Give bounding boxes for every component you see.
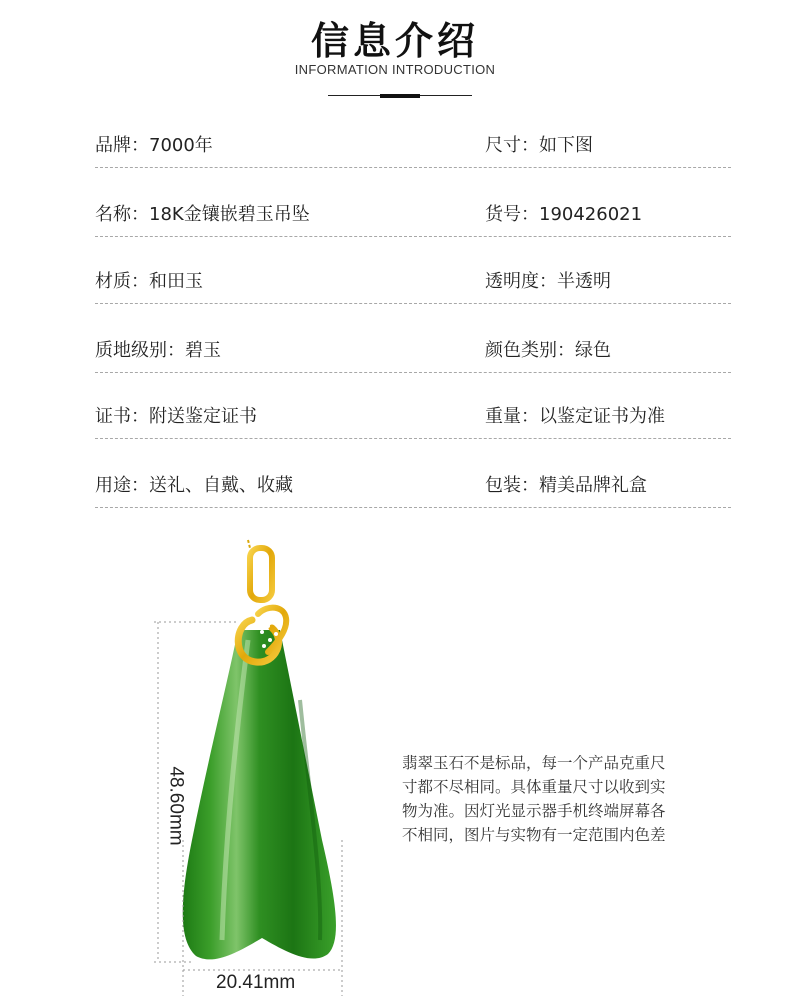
info-packaging: 包装：精美品牌礼盒 <box>485 475 647 496</box>
info-color: 颜色类别：绿色 <box>485 340 611 361</box>
product-note-line: 物为准。因灯光显示器手机终端屏幕各 <box>402 802 666 820</box>
info-material: 材质：和田玉 <box>95 271 203 292</box>
product-note-line: 翡翠玉石不是标品，每一个产品克重尺 <box>402 754 666 772</box>
page-title: 信息介绍 <box>310 18 479 63</box>
info-certificate: 证书：附送鉴定证书 <box>95 406 257 427</box>
product-note-line: 不相同，图片与实物有一定范围内色差 <box>402 826 666 844</box>
info-usage: 用途：送礼、自戴、收藏 <box>95 475 293 496</box>
width-dimension-label: 20.41mm <box>216 972 296 993</box>
page-subtitle: INFORMATION INTRODUCTION <box>294 62 496 77</box>
info-item-number: 货号：190426021 <box>485 204 643 225</box>
height-dimension-label: 48.60mm <box>165 766 187 846</box>
info-brand: 品牌：7000年 <box>95 135 213 156</box>
info-size: 尺寸：如下图 <box>485 135 593 156</box>
product-note-line: 寸都不尽相同。具体重量尺寸以收到实 <box>402 778 666 796</box>
info-transparency: 透明度：半透明 <box>485 271 611 292</box>
info-grade: 质地级别：碧玉 <box>95 340 221 361</box>
info-name: 名称：18K金镶嵌碧玉吊坠 <box>95 204 310 225</box>
info-weight: 重量：以鉴定证书为准 <box>485 406 665 427</box>
